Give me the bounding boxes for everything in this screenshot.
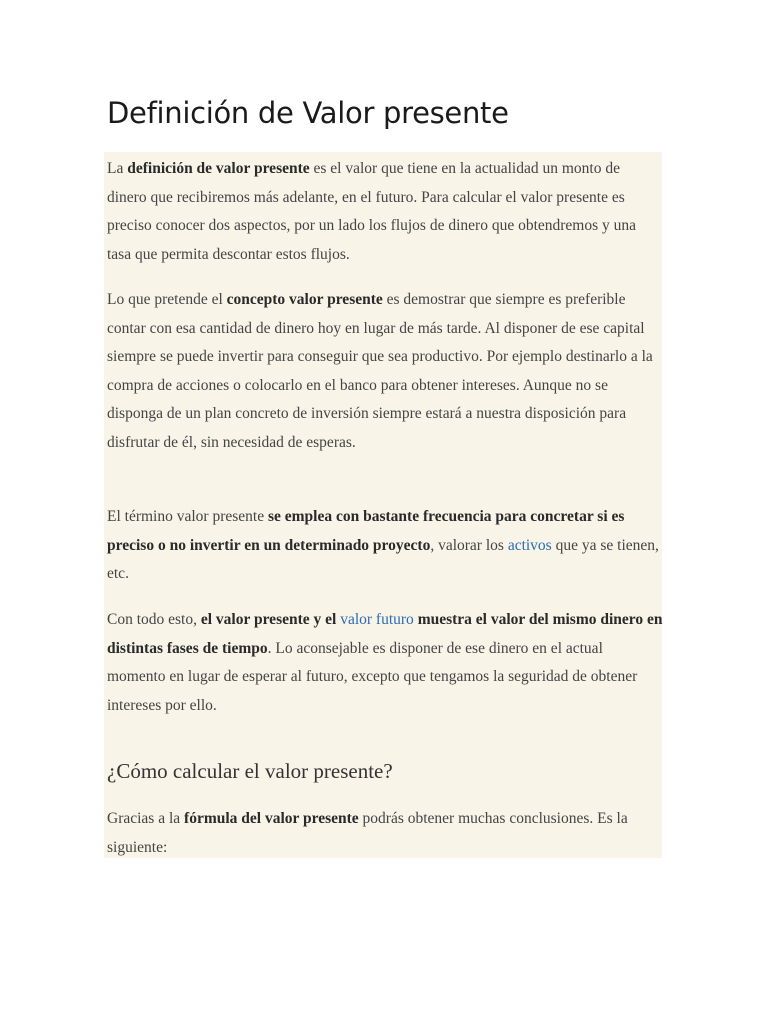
bold-text: muestra el valor del mismo dinero en distintas fases de tiempo [107, 611, 663, 657]
text: Lo que pretende el [107, 291, 227, 308]
bold-text: el valor presente y el [200, 611, 341, 628]
bold-text: concepto valor presente [226, 291, 383, 308]
bold-text: se emplea con bastante frecuencia para concretar si es preciso o no invertir en un determinado proyecto [107, 508, 625, 554]
paragraph-concept [107, 286, 663, 457]
page-title: Definición de Valor presente [107, 96, 509, 130]
text: Gracias a la [107, 810, 185, 827]
text: que ya se tienen, etc. [107, 536, 659, 582]
bold-text: fórmula del valor presente [184, 810, 359, 827]
text: podrás obtener muchas conclusiones. Es la siguiente: [107, 810, 628, 856]
paragraph-future-value [107, 606, 663, 720]
paragraph-definition [107, 155, 663, 269]
text: La [107, 160, 128, 177]
link-activos[interactable]: activos [507, 536, 552, 554]
paragraph-usage [107, 503, 663, 589]
text: es demostrar que siempre es preferible contar con esa cantidad de dinero hoy en lugar de más tarde. Al disponer de ese capital siempre se puede invertir para conseguir que sea productivo. Por ejemplo destinarlo a la compra de acciones o colocarlo en el banco para obtener intereses. Aunque no se disponga de un plan concreto de inversión siempre estará a nuestra disposición para disfrutar de él, sin necesidad de esperas. [107, 291, 653, 451]
text: Con todo esto, [107, 611, 201, 628]
text: . Lo aconsejable es disponer de ese dinero en el actual momento en lugar de esperar al futuro, excepto que tengamos la seguridad de obtener intereses por ello. [107, 639, 638, 714]
text: es el valor que tiene en la actualidad un monto de dinero que recibiremos más adelante, en el futuro. Para calcular el valor presente es preciso conocer dos aspectos, por un lado los flujos de dinero que obtendremos y una tasa que permita descontar estos flujos. [107, 160, 637, 263]
link-valor-futuro[interactable]: valor futuro [340, 611, 414, 628]
text: El término valor presente [107, 508, 268, 525]
text: , valorar los [430, 536, 508, 554]
paragraph-formula-intro [107, 805, 663, 862]
section-heading: ¿Cómo calcular el valor presente? [107, 759, 393, 783]
bold-text: definición de valor presente [127, 160, 310, 177]
